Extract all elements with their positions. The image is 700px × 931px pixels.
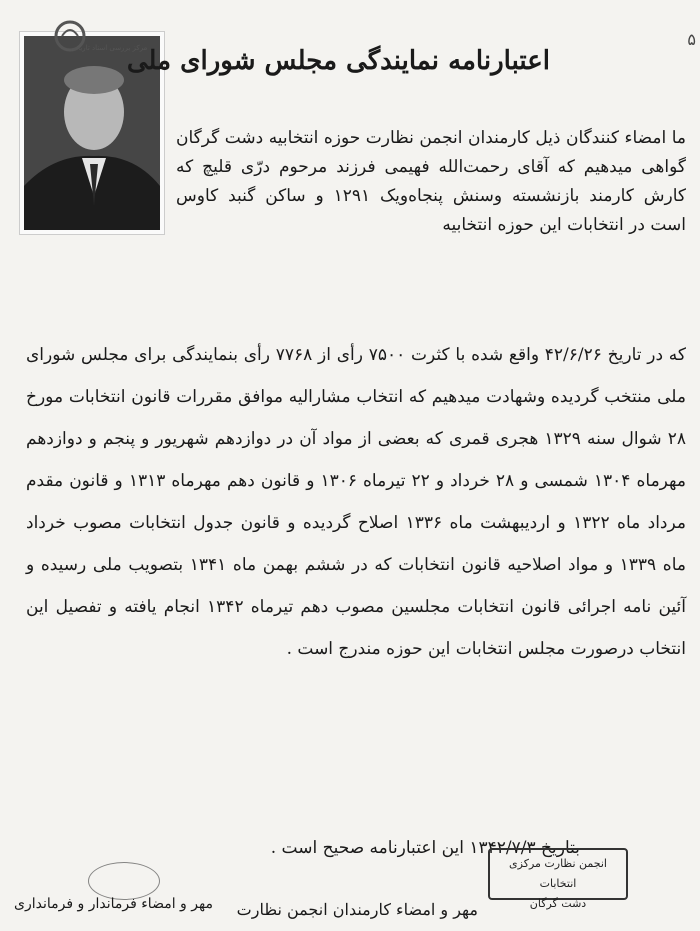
supervisors-signature-caption: مهر و امضاء کارمندان انجمن نظارت (236, 900, 478, 919)
archive-logo (32, 14, 122, 60)
document-title: اعتبارنامه نمایندگی مجلس شورای ملی (126, 46, 550, 76)
logo-caption: مرکز بررسی اسناد تاریخی (70, 44, 148, 52)
governor-signature-caption: مهر و امضاء فرماندار و فرمانداری (14, 896, 213, 912)
round-seal (88, 862, 160, 900)
certificate-paragraph-1: ما امضاء کنندگان ذیل کارمندان انجمن نظارت حوزه انتخابیه دشت گرگان گواهی میدهیم که آقای رحمت‌الله فهیمی فرزند مرحوم درّی قلیچ که کارش کارمند بازنشسته وسنش پنجاه‌ویک ۱۲۹۱ و ساکن گنبد کاوس است در انتخابات این حوزه انتخابیه (176, 128, 686, 235)
stamp-line-2: دشت گرگان (529, 897, 587, 910)
corner-mark: ۵ (687, 30, 696, 49)
certificate-paragraph-2: که در تاریخ ۴۲/۶/۲۶ واقع شده با کثرت ۷۵۰۰ رأی از ۷۷۶۸ رأی بنمایندگی برای مجلس شورای ملی منتخب گردیده وشهادت میدهیم که انتخاب مشارالیه موافق مقررات قانون انتخابات مورخ ۲۸ شوال سنه ۱۳۲۹ هجری قمری که بعضی از مواد آن در دوازدهم شهریور و پنجم و دوازدهم مهرماه ۱۳۰۴ شمسی و ۲۸ خرداد و ۲۲ تیرماه ۱۳۰۶ و قانون دهم مهرماه ۱۳۱۳ و قانون مقدم مرداد ماه ۱۳۲۲ و اردیبهشت ماه ۱۳۳۶ اصلاح گردیده و قانون جدول انتخابات مصوب خرداد ماه ۱۳۳۹ و مواد اصلاحیه قانون انتخابات که در ششم بهمن ماه ۱۳۴۱ بتصویب ملی رسیده و آئین نامه اجرائی قانون انتخابات مجلسین مصوب دهم تیرماه ۱۳۴۲ انجام یافته و تفصیل این انتخاب درصورت مجلس انتخابات این حوزه مندرج است . (26, 345, 687, 659)
stamp-line-1: انجمن نظارت مرکزی انتخابات (509, 857, 607, 890)
official-stamp (488, 848, 628, 910)
validation-line: بتاریخ ۱۳۴۲/۷/۳ این اعتبارنامه صحیح است . (270, 838, 580, 858)
